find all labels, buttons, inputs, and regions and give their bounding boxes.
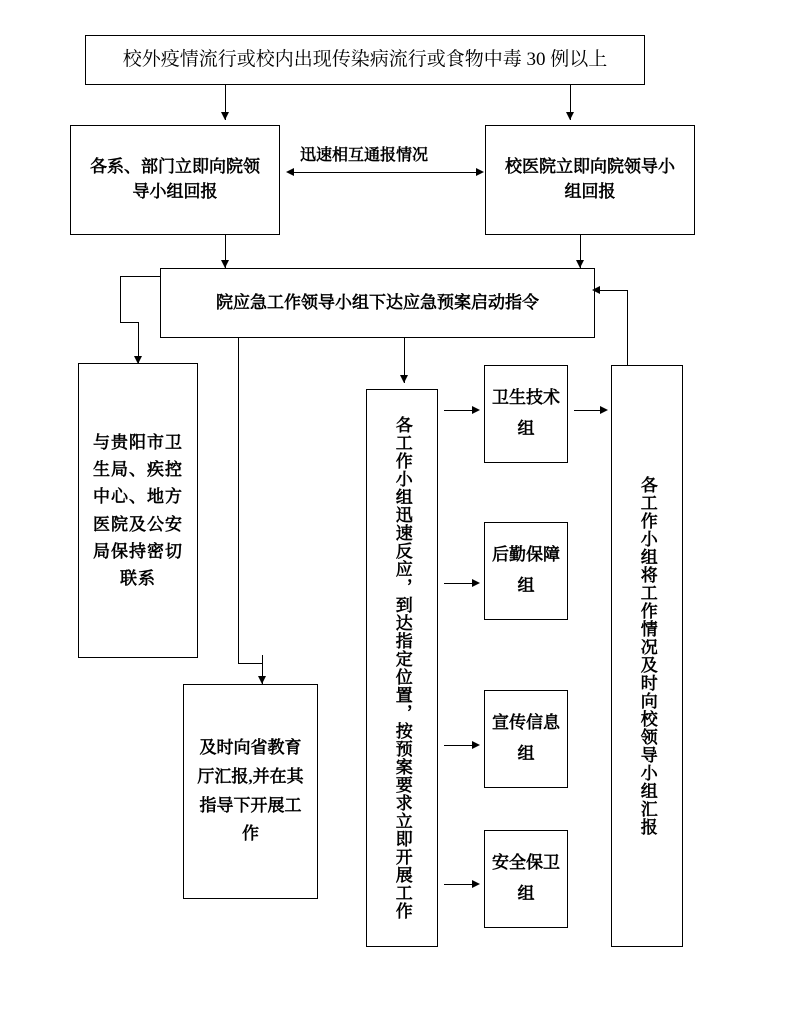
node-group-security-text: 安全保卫组 — [492, 853, 560, 903]
arrow-action-to-logistics — [472, 579, 480, 587]
node-hospital-report — [485, 125, 695, 235]
node-group-security — [484, 830, 568, 928]
node-group-publicity-text: 宣传信息组 — [492, 713, 560, 763]
arrow-to-edu-box — [258, 676, 266, 684]
node-group-logistics — [484, 522, 568, 620]
arrow-hospital-to-leader — [576, 260, 584, 268]
connector-action-to-security — [444, 884, 474, 885]
node-title-box — [85, 35, 645, 85]
node-external-contact-text: 与贵阳市卫生局、疾控中心、地方医院及公安局保持密切联系 — [93, 432, 183, 588]
arrow-action-to-publicity — [472, 741, 480, 749]
arrow-health-to-reportback — [600, 406, 608, 414]
connector-action-to-logistics — [444, 583, 474, 584]
connector-action-to-health — [444, 410, 474, 411]
arrow-reportback-to-leader — [592, 286, 600, 294]
arrow-action-to-health — [472, 406, 480, 414]
arrow-mutual-right — [476, 168, 484, 176]
node-work-groups-action — [366, 389, 438, 947]
arrow-title-to-dept — [221, 112, 229, 120]
arrow-title-to-hospital — [566, 112, 574, 120]
node-group-health-tech — [484, 365, 568, 463]
connector-leader-left-h — [120, 276, 160, 277]
node-leader-group-order — [160, 268, 595, 338]
node-work-groups-action-text: 各工作小组迅速反应，到达指定位置，按预案要求立即开展工作 — [392, 416, 412, 920]
arrow-leader-to-action — [400, 375, 408, 383]
node-external-contact — [78, 363, 198, 658]
node-group-logistics-text: 后勤保障组 — [492, 545, 560, 595]
node-report-education-dept-text: 及时向省教育厅汇报,并在其指导下开展工作 — [197, 737, 304, 844]
connector-leader-left-h2 — [120, 322, 138, 323]
connector-health-to-reportback — [574, 410, 602, 411]
node-title-text: 校外疫情流行或校内出现传染病流行或食物中毒 30 例以上 — [122, 49, 608, 71]
node-report-back — [611, 365, 683, 947]
node-report-back-text: 各工作小组将工作情况及时向校领导小组汇报 — [637, 476, 657, 836]
connector-action-to-publicity — [444, 745, 474, 746]
connector-leader-left-v — [120, 276, 121, 322]
node-group-publicity — [484, 690, 568, 788]
node-group-health-tech-text: 卫生技术组 — [492, 388, 560, 438]
connector-reportback-up — [627, 290, 628, 365]
node-report-education-dept — [183, 684, 318, 899]
connector-reportback-to-leader — [596, 290, 628, 291]
connector-leader-to-edu-h — [238, 663, 263, 664]
label-mutual-notice — [300, 142, 428, 165]
node-leader-group-order-text: 院应急工作领导小组下达应急预案启动指令 — [216, 292, 539, 312]
connector-mutual — [290, 172, 480, 173]
node-dept-report-text: 各系、部门立即向院领导小组回报 — [90, 157, 260, 201]
arrow-mutual-left — [286, 168, 294, 176]
node-dept-report — [70, 125, 280, 235]
node-hospital-report-text: 校医院立即向院领导小组回报 — [505, 157, 675, 201]
label-mutual-notice-text: 迅速相互通报情况 — [300, 147, 429, 164]
arrow-action-to-security — [472, 880, 480, 888]
connector-leader-to-edu-v — [238, 338, 239, 663]
arrow-dept-to-leader — [221, 260, 229, 268]
